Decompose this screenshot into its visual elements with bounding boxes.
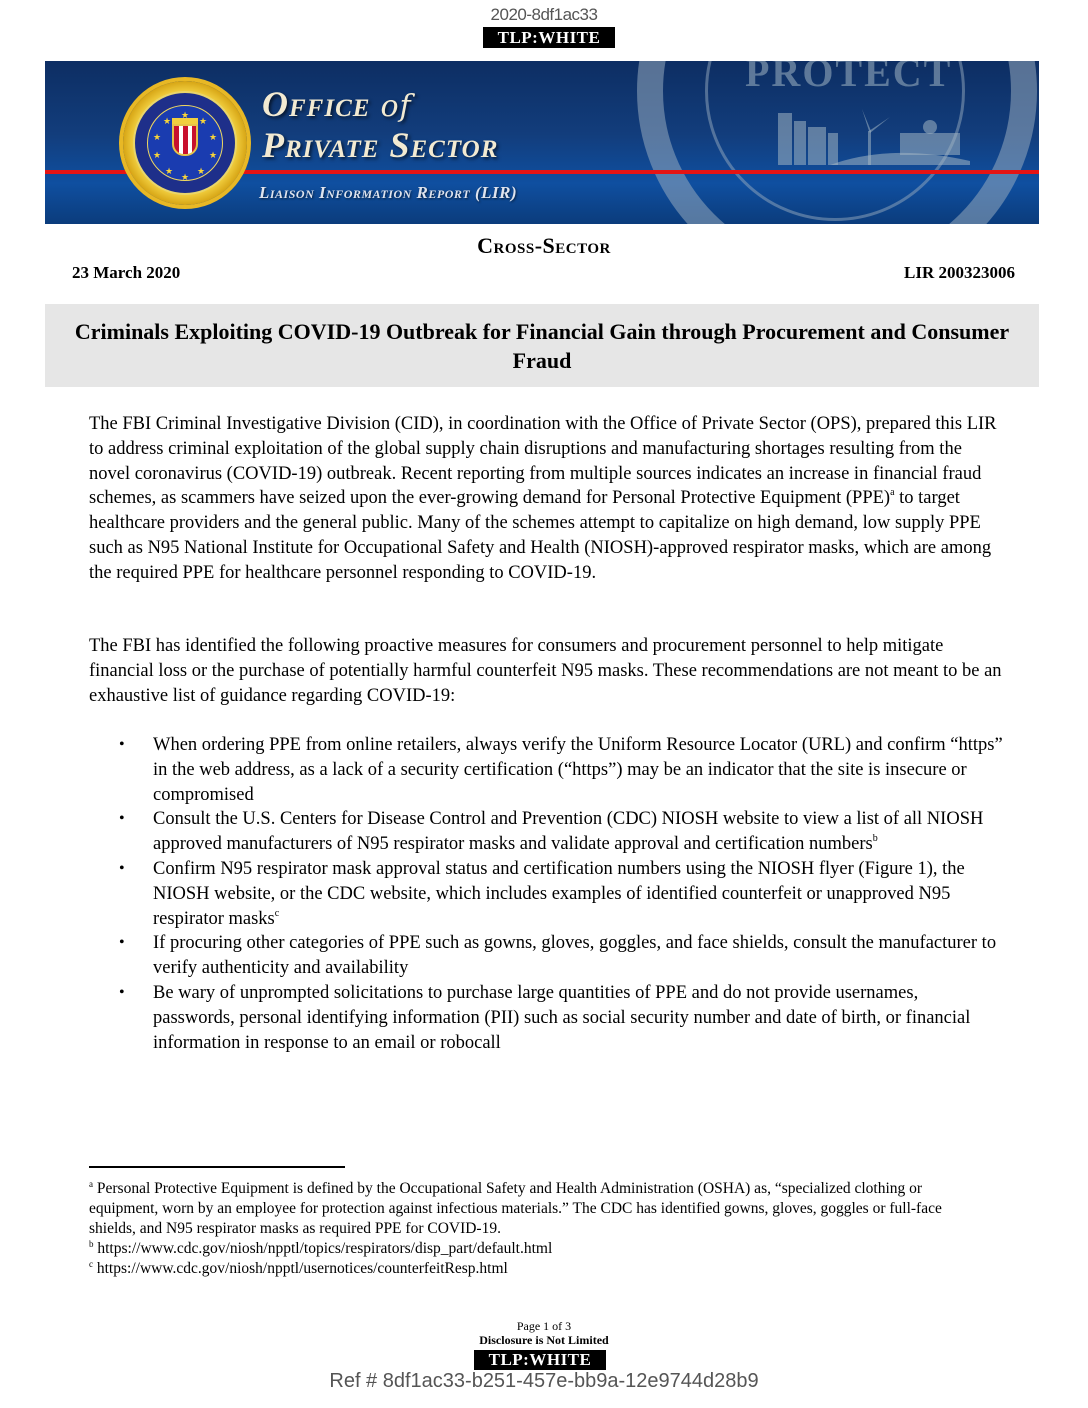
list-item: • If procuring other categories of PPE such as gowns, gloves, goggles, and face shields, consult the manufacturer to verify authenticity and availability xyxy=(119,933,997,979)
bullet-icon: • xyxy=(119,983,125,1001)
sector-heading: Cross-Sector xyxy=(477,233,611,258)
footnote-b-link[interactable]: https://www.cdc.gov/niosh/npptl/topics/respirators/disp_part/default.html xyxy=(93,1240,553,1257)
footnote-ref-a[interactable]: a xyxy=(890,487,895,499)
bullet-icon: • xyxy=(119,934,125,952)
footnote-c: $^c$ https://www.cdc.gov/niosh/npptl/usernotices/counterfeitResp.html xyxy=(89,1259,508,1277)
page-number: Page 1 of 3 xyxy=(516,1319,572,1333)
city-skyline-icon xyxy=(770,103,970,165)
banner-title-of: of xyxy=(380,89,412,124)
intro-text-1: The FBI Criminal Investigative Division (CID), in coordination with the Office of Private Sector (OPS), prepared this LIR to address criminal exploitation of the global supply chain disruptions and manufacturing shortages resulting from the novel coronavirus (COVID-19) outbreak. Recent reporting from multiple sources indicates an increase in financial fraud schemes, as scammers have seized upon the ever-growing demand for Personal Protective Equipment (PPE) xyxy=(89,414,997,509)
report-date: 23 March 2020 xyxy=(72,263,181,282)
banner-title xyxy=(262,85,498,164)
disclosure-note: Disclosure is Not Limited xyxy=(479,1333,609,1347)
footnote-c-link[interactable]: https://www.cdc.gov/niosh/npptl/usernotices/counterfeitResp.html xyxy=(93,1260,508,1277)
banner-title-office: Office xyxy=(262,84,371,124)
ops-banner xyxy=(45,61,1039,224)
measures-paragraph: The FBI has identified the following proactive measures for consumers and procurement personnel to help mitigate financial loss or the purchase of potentially harmful counterfeit N95 masks. These recommendations are not meant to be an exhaustive list of guidance regarding COVID-19: xyxy=(89,636,1002,706)
recommendations-list xyxy=(89,733,1004,1055)
tlp-marking-top: TLP:WHITE xyxy=(483,27,615,48)
document-reference-top: 2020-8df1ac33 xyxy=(490,5,598,24)
footnote-b: $^b$ https://www.cdc.gov/niosh/npptl/topics/respirators/disp_part/default.html xyxy=(89,1239,553,1257)
bullet-icon: • xyxy=(119,810,125,828)
lir-number: LIR 200323006 xyxy=(904,263,1015,282)
intro-text-2: to target healthcare providers and the general public. Many of the schemes attempt to capitalize on high demand, low supply PPE such as N95 National Institute for Occupational Safety and Health (NIOSH)-approved respirator masks, which are among the required PPE for healthcare personnel responding to COVID-19. xyxy=(89,488,992,583)
list-item: • Be wary of unprompted solicitations to purchase large quantities of PPE and do not provide usernames, passwords, personal identifying information (PII) such as social security number and date of birth, or financial information in response to an email or robocall xyxy=(119,982,971,1053)
list-item: • Consult the U.S. Centers for Disease Control and Prevention (CDC) NIOSH website to view a list of all NIOSH approved manufacturers of N95 respirator masks and validate approval and certification numbers$^b$ xyxy=(119,809,984,855)
footnote-divider xyxy=(89,1166,345,1168)
intro-paragraph xyxy=(89,412,1004,586)
bullet-icon: • xyxy=(119,736,125,753)
footnote-ref-c[interactable]: c xyxy=(274,907,280,919)
background-seal-word: PROTECT xyxy=(745,61,953,95)
banner-subtitle: Liaison Information Report (LIR) xyxy=(259,183,518,202)
footnotes xyxy=(89,1179,989,1279)
banner-title-private-sector: Private Sector xyxy=(262,125,499,165)
footnote-a: $^a$ Personal Protective Equipment is defined by the Occupational Safety and Health Administration (OSHA) as, “specialized clothing or equipment, worn by an employee for protection against infectious materials.” The CDC has identified gowns, gloves, goggles or full-face shields, and N95 respirator masks as required PPE for COVID-19. xyxy=(89,1179,942,1237)
document-title: Criminals Exploiting COVID-19 Outbreak for Financial Gain through Procurement and Consumer Fraud xyxy=(74,318,1010,373)
footnote-ref-b[interactable]: b xyxy=(872,833,878,845)
bullet-icon: • xyxy=(119,859,125,877)
list-item: • Confirm N95 respirator mask approval status and certification numbers using the NIOSH flyer (Figure 1), the NIOSH website, or the CDC website, which includes examples of identified counterfeit or unapproved N95 respirator masks$^c$ xyxy=(119,858,965,929)
fbi-seal-icon: ★ ★ ★ ★ ★ ★ ★ ★ ★ ★ xyxy=(123,81,247,205)
title-box xyxy=(45,304,1039,387)
tlp-marking-bottom: TLP:WHITE xyxy=(474,1350,606,1370)
list-item: • When ordering PPE from online retailers, always verify the Uniform Resource Locator (URL) and confirm “https” in the web address, as a lack of a security certification (“https”) may be an indicator that the site is insecure or compromised xyxy=(119,735,1003,805)
document-reference-bottom: Ref # 8df1ac33-b251-457e-bb9a-12e9744d28b9 xyxy=(329,1370,759,1392)
